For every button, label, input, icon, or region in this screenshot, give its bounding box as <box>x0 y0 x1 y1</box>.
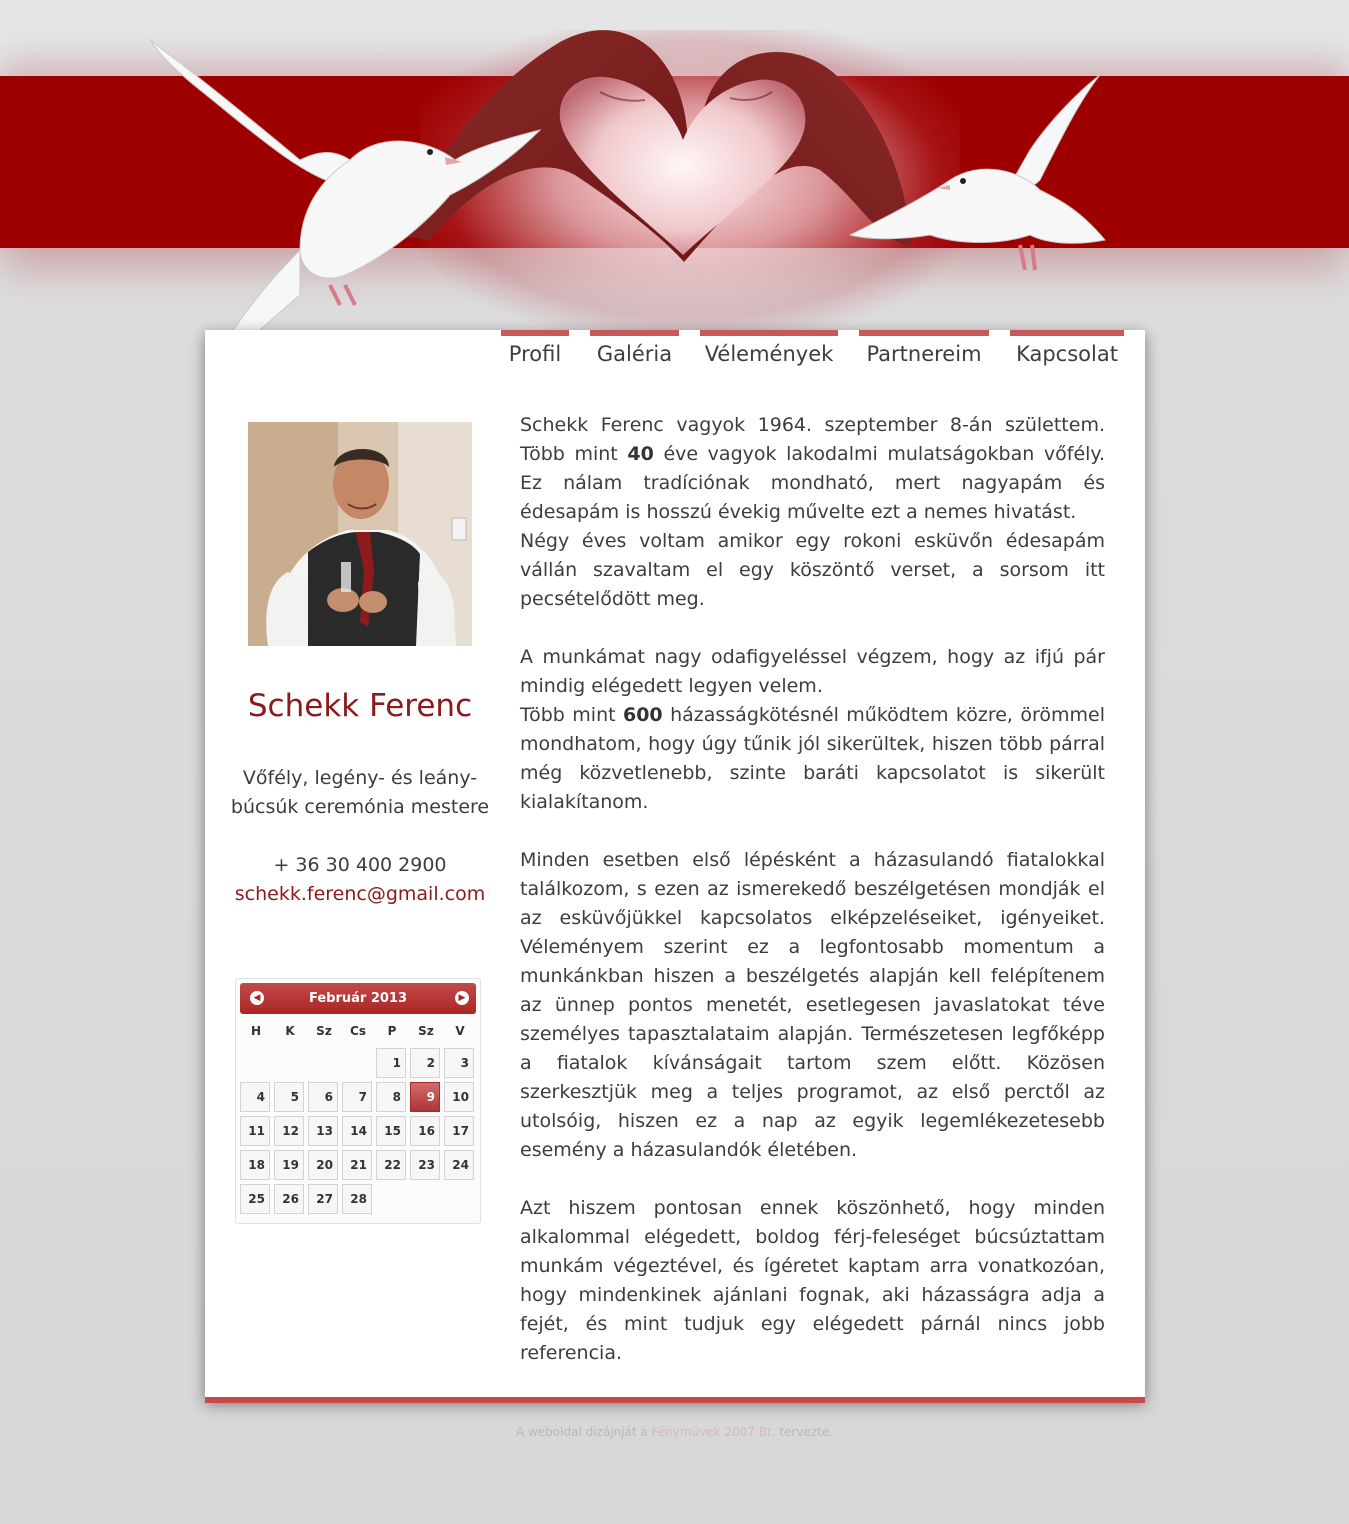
calendar-weekday: K <box>285 1024 295 1038</box>
calendar-weekday: Sz <box>316 1024 332 1038</box>
experience-paragraph: Több mint 600 házasságkötésnél működtem közre, örömmel mondhatom, hogy úgy tűnik jól sikerültek, hiszen több párral még közvetlenebb, szinte baráti kapcsolatot is sikerült kialakítanom. <box>520 704 1105 813</box>
circle-triangle-right-icon[interactable]: ▶ <box>455 991 469 1005</box>
calendar-day[interactable]: 23 <box>410 1150 440 1180</box>
profile-email-link[interactable]: schekk.ferenc@gmail.com <box>234 883 486 905</box>
calendar-day[interactable]: 1 <box>376 1048 406 1078</box>
profile-phone: + 36 30 400 2900 <box>273 854 447 876</box>
nav-item-velemenyek[interactable]: Vélemények <box>700 330 838 378</box>
nav-item-profil[interactable]: Profil <box>501 330 569 378</box>
profile-subtitle: Vőfély, legény- és leány-búcsúk ceremónia mestere <box>230 767 490 818</box>
header-banner <box>0 0 1349 330</box>
card-bottom-border <box>205 1397 1145 1403</box>
intro-paragraph: Schekk Ferenc vagyok 1964. szeptember 8-án születtem. Több mint 40 éve vagyok lakodalmi mulatságokban vőfély. Ez nálam tradíciónak mondható, mert nagyapám és édesapám is hosszú évekig művelte ezt a nemes hivatást. <box>520 414 1105 523</box>
calendar-day[interactable]: 25 <box>240 1184 270 1214</box>
work-paragraph: A munkámat nagy odafigyeléssel végzem, hogy az ifjú pár mindig elégedett legyen velem. <box>520 646 1105 697</box>
calendar-day[interactable]: 27 <box>308 1184 338 1214</box>
calendar-day[interactable]: 24 <box>444 1150 474 1180</box>
nav-item-partnereim[interactable]: Partnereim <box>859 330 989 378</box>
footer: A weboldal dizájnját a Fényművek 2007 Bt. tervezte. <box>515 1425 834 1439</box>
calendar-day[interactable]: 6 <box>308 1082 338 1112</box>
profile-photo <box>248 422 472 646</box>
calendar-header <box>240 983 476 1014</box>
process-paragraph: Minden esetben első lépésként a házasulandó fiatalokkal találkozom, s ezen az ismerekedő beszélgetésen mondják el az esküvőjükkel kapcsolatos elképzeléseiket, igényeiket. Véleményem szerint ez a legfontosabb momentum a munkánkban hiszen a beszélgetés alapján kell felépítenem az ünnep pontos menetét, esetlegesen javaslatokat téve személyes tapasztalataim alapján. Természetesen legfőképp a fiatalok kívánságait tartom szem előtt. Közösen szerkesztjük meg a teljes programot, az első perctől az utolsóig, hiszen ez a nap az egyik legemlékezetesebb esemény a házasulandók életében. <box>520 849 1105 1161</box>
calendar-day[interactable]: 12 <box>274 1116 304 1146</box>
calendar-weekday: P <box>387 1024 397 1038</box>
calendar-day[interactable]: 8 <box>376 1082 406 1112</box>
calendar-day[interactable]: 3 <box>444 1048 474 1078</box>
calendar-weekday: Sz <box>418 1024 434 1038</box>
left-dove <box>150 40 540 370</box>
calendar-day[interactable]: 21 <box>342 1150 372 1180</box>
calendar-weekday: H <box>250 1024 262 1038</box>
calendar-day[interactable]: 4 <box>240 1082 270 1112</box>
calendar-day[interactable]: 20 <box>308 1150 338 1180</box>
profile-name: Schekk Ferenc <box>247 688 473 724</box>
heart-opening <box>560 77 806 255</box>
calendar-weekday: V <box>455 1024 465 1038</box>
calendar-day[interactable]: 5 <box>274 1082 304 1112</box>
nav-item-galeria[interactable]: Galéria <box>590 330 679 378</box>
nav-item-kapcsolat[interactable]: Kapcsolat <box>1010 330 1124 378</box>
calendar-day[interactable]: 26 <box>274 1184 304 1214</box>
calendar-day[interactable]: 22 <box>376 1150 406 1180</box>
calendar-day[interactable]: 13 <box>308 1116 338 1146</box>
calendar-day[interactable]: 14 <box>342 1116 372 1146</box>
calendar-weekday: Cs <box>350 1024 366 1038</box>
calendar-day[interactable]: 19 <box>274 1150 304 1180</box>
calendar-day[interactable]: 15 <box>376 1116 406 1146</box>
calendar-day[interactable]: 10 <box>444 1082 474 1112</box>
circle-triangle-left-icon[interactable]: ◀ <box>250 991 264 1005</box>
reference-paragraph: Azt hiszem pontosan ennek köszönhető, hogy minden alkalommal elégedett, boldog férj-feleséget búcsúztattam munkám végeztével, és ígéretet kaptam arra vonatkozóan, hogy mindenkinek ajánlani fognak, aki házasságra adja a fejét, és mint tudjuk egy elégedett párnál nincs jobb referencia. <box>520 1197 1105 1364</box>
calendar-day[interactable]: 16 <box>410 1116 440 1146</box>
calendar-title: Február 2013 <box>308 991 408 1006</box>
designer-link[interactable]: Fényművek 2007 Bt. <box>651 1425 776 1439</box>
calendar-day[interactable]: 7 <box>342 1082 372 1112</box>
calendar-day-today[interactable]: 9 <box>410 1082 440 1112</box>
calendar-day[interactable]: 18 <box>240 1150 270 1180</box>
calendar-day[interactable]: 28 <box>342 1184 372 1214</box>
calendar-day[interactable]: 11 <box>240 1116 270 1146</box>
childhood-paragraph: Négy éves voltam amikor egy rokoni esküvőn édesapám vállán szavaltam el egy köszöntő verset, a sorsom itt pecsételődött meg. <box>520 530 1105 610</box>
calendar-day[interactable]: 2 <box>410 1048 440 1078</box>
calendar-widget <box>235 978 481 1224</box>
main-content <box>520 411 1105 1368</box>
calendar-day[interactable]: 17 <box>444 1116 474 1146</box>
